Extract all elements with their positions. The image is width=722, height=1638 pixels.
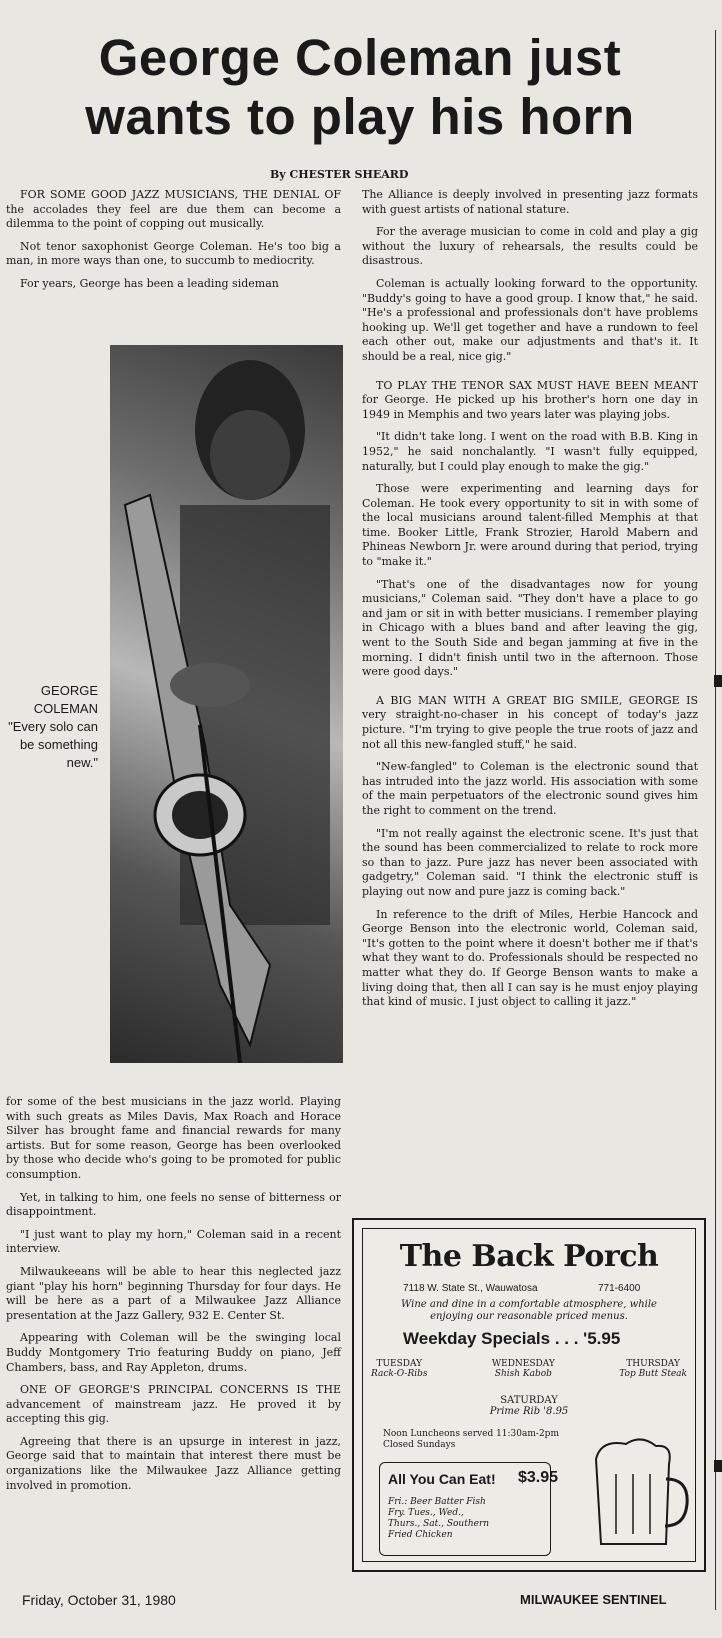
caption-name-first: GEORGE — [40, 683, 98, 698]
ad-saturday-label: SATURDAY — [500, 1395, 558, 1406]
ad-title: The Back Porch — [399, 1239, 659, 1274]
ad-day — [371, 1359, 428, 1379]
paragraph: In reference to the drift of Miles, Herbie Hancock and George Benson into the electronic world, Coleman said, "It's gotten to the point where it doesn't bother me if that's what they want to do. Professionals should be respected no matter what they do. If George Benson wants to make a living doing that, then all I can say is he must enjoy playing that kind of music. I just object to calling it jazz." — [362, 907, 698, 1009]
ad-tagline: Wine and dine in a comfortable atmosphere, while enjoying our reasonable priced menus. — [401, 1299, 657, 1322]
ad-day-name: THURSDAY — [626, 1359, 680, 1369]
ad-day-dish: Rack-O-Ribs — [371, 1369, 428, 1379]
footer-date: Friday, October 31, 1980 — [22, 1592, 176, 1608]
photo-caption — [6, 682, 98, 772]
beer-mug-icon — [581, 1434, 691, 1554]
ad-all-you-can-eat-box — [379, 1462, 559, 1556]
ad-days — [371, 1359, 687, 1379]
footer-paper-name: MILWAUKEE SENTINEL — [520, 1592, 667, 1607]
paragraph: Coleman is actually looking forward to the opportunity. "Buddy's going to have a good group. I know that," he said. "He's a professional and professionals don't have problems hooking up. We'll get together and have a rundown to feel each other out, make our adjustments and that's it. It should be a real, nice gig." — [362, 276, 698, 363]
ad-address: 7118 W. State St., Wauwatosa — [403, 1283, 538, 1294]
coleman-photo — [110, 345, 343, 1063]
paragraph: "New-fangled" to Coleman is the electronic sound that has intruded into the jazz world. His association with some of the main perpetuators of the electronic sound gives him the right to comment on the trend. — [362, 760, 698, 817]
edge-mark — [714, 1460, 722, 1472]
paragraph: A BIG MAN WITH A GREAT BIG SMILE, GEORGE IS very straight-no-chaser in his concept of today's jazz picture. "I'm trying to give people the true roots of jazz and not all this new-fangled stuff," he said. — [362, 693, 698, 751]
paragraph: For years, George has been a leading sideman — [20, 276, 279, 290]
ad-lunch-hours: Noon Luncheons served 11:30am-2pm — [383, 1429, 559, 1439]
paragraph: for some of the best musicians in the jazz world. Playing with such greats as Miles Davis, Max Roach and Horace Silver has brought fame and financial rewards for many artists. But for some reason, George has been overlooked by those who decide who's going to be promoted for public consumption. — [6, 1095, 341, 1181]
paragraph: Milwaukeeans will be able to hear this neglected jazz giant "play his horn" beginning Thursday for four days. He will be here as a part of a Milwaukee Jazz Alliance presentation at the Jazz Gallery, 932 E. Center St. — [6, 1264, 341, 1322]
paragraph: For the average musician to come in cold and play a gig without the luxury of rehearsals, the results could be disastrous. — [362, 225, 698, 268]
byline: By CHESTER SHEARD — [270, 168, 409, 181]
paragraph: Appearing with Coleman will be the swinging local Buddy Montgomery Trio featuring Buddy on piano, Jeff Chambers, bass, and Ray Appleton, drums. — [6, 1331, 341, 1374]
ad-closed: Closed Sundays — [383, 1440, 456, 1450]
paragraph: Those were experimenting and learning days for Coleman. He took every opportunity to sit in with some of the local musicians around talent-filled Memphis at that time. Booker Little, Frank Strozier, Harold Mabern and Phineas Newborn Jr. were around during that period, trying to "make it." — [362, 482, 698, 569]
ad-detail-line: Thurs., Sat., Southern — [388, 1519, 490, 1529]
ad-phone: 771-6400 — [598, 1283, 641, 1294]
ad-lunch — [383, 1429, 559, 1451]
paragraph: "It didn't take long. I went on the road with B.B. King in 1952," he said nonchalantly. "I wasn't fully equipped, naturally, but I could play enough to make the gig." — [362, 430, 698, 473]
paragraph: "I'm not really against the electronic scene. It's just that the sound has been commercialized to relate to rock more so than to jazz. Pure jazz has never been associated with gadgetry," Coleman said. "I think the electronic stuff is playing out now and pure jazz is coming back." — [362, 826, 698, 898]
ad-detail-line: Fried Chicken — [388, 1530, 453, 1540]
headline: George Coleman just wants to play his horn — [85, 29, 635, 145]
ad-weekday-specials: Weekday Specials . . . '5.95 — [403, 1329, 621, 1348]
ad-saturday-dish: Prime Rib '8.95 — [489, 1406, 569, 1417]
paragraph: TO PLAY THE TENOR SAX MUST HAVE BEEN MEANT for George. He picked up his brother's horn one day in 1949 in Memphis and two years later was playing jobs. — [362, 378, 698, 421]
caption-name-last: COLEMAN — [33, 701, 98, 716]
ad-day-dish: Top Butt Steak — [619, 1369, 687, 1379]
ad-detail-line: Fri.: Beer Batter Fish — [388, 1497, 486, 1507]
paragraph: "That's one of the disadvantages now for young musicians," Coleman said. "They don't have a place to go and jam or sit in with better musicians. I remember playing in Chicago with a blues band and after leaving the gig, went to the South Side and began jamming at five in the morning. I didn't finish until two in the afternoon. Those were good days." — [362, 577, 698, 679]
column-a-top — [6, 188, 341, 300]
column-a-bottom — [6, 1095, 341, 1501]
paragraph: Yet, in talking to him, one feels no sense of bitterness or disappointment. — [6, 1190, 341, 1219]
ad-frame — [362, 1228, 696, 1562]
saxophone-illustration — [110, 345, 343, 1063]
paragraph: "I just want to play my horn," Coleman said in a recent interview. — [6, 1227, 341, 1256]
paragraph: FOR SOME GOOD JAZZ MUSICIANS, THE DENIAL OF the accolades they feel are due them can become a dilemma to the point of copping out musically. — [6, 188, 341, 231]
paragraph: Agreeing that there is an upsurge in interest in jazz, George said that to maintain that interest there must be organizations like the Milwaukee Jazz Alliance getting involved in promotion. — [6, 1434, 341, 1492]
ad-day-name: WEDNESDAY — [491, 1359, 555, 1369]
ad-day — [619, 1359, 687, 1379]
paragraph: Not tenor saxophonist George Coleman. He's too big a man, in more ways than one, to succumb to mediocrity. — [6, 239, 341, 268]
ad-day-dish: Shish Kabob — [494, 1369, 552, 1379]
back-porch-ad — [352, 1218, 706, 1572]
paragraph: ONE OF GEORGE'S PRINCIPAL CONCERNS IS THE advancement of mainstream jazz. He proved it by accepting this gig. — [6, 1383, 341, 1426]
ad-ayce-price: $3.95 — [518, 1469, 559, 1486]
ad-ayce-label: All You Can Eat! — [388, 1471, 496, 1487]
ad-ayce-details — [388, 1497, 489, 1541]
edge-mark — [714, 675, 722, 687]
ad-day-name: TUESDAY — [376, 1359, 423, 1369]
column-b — [362, 188, 698, 1018]
page-edge — [715, 30, 722, 1610]
caption-quote: "Every solo can be something new." — [8, 719, 98, 770]
ad-detail-line: Fry. Tues., Wed., — [388, 1508, 464, 1518]
paragraph: The Alliance is deeply involved in presenting jazz formats with guest artists of national stature. — [362, 188, 698, 216]
ad-saturday — [363, 1395, 695, 1417]
ad-day — [492, 1359, 555, 1379]
